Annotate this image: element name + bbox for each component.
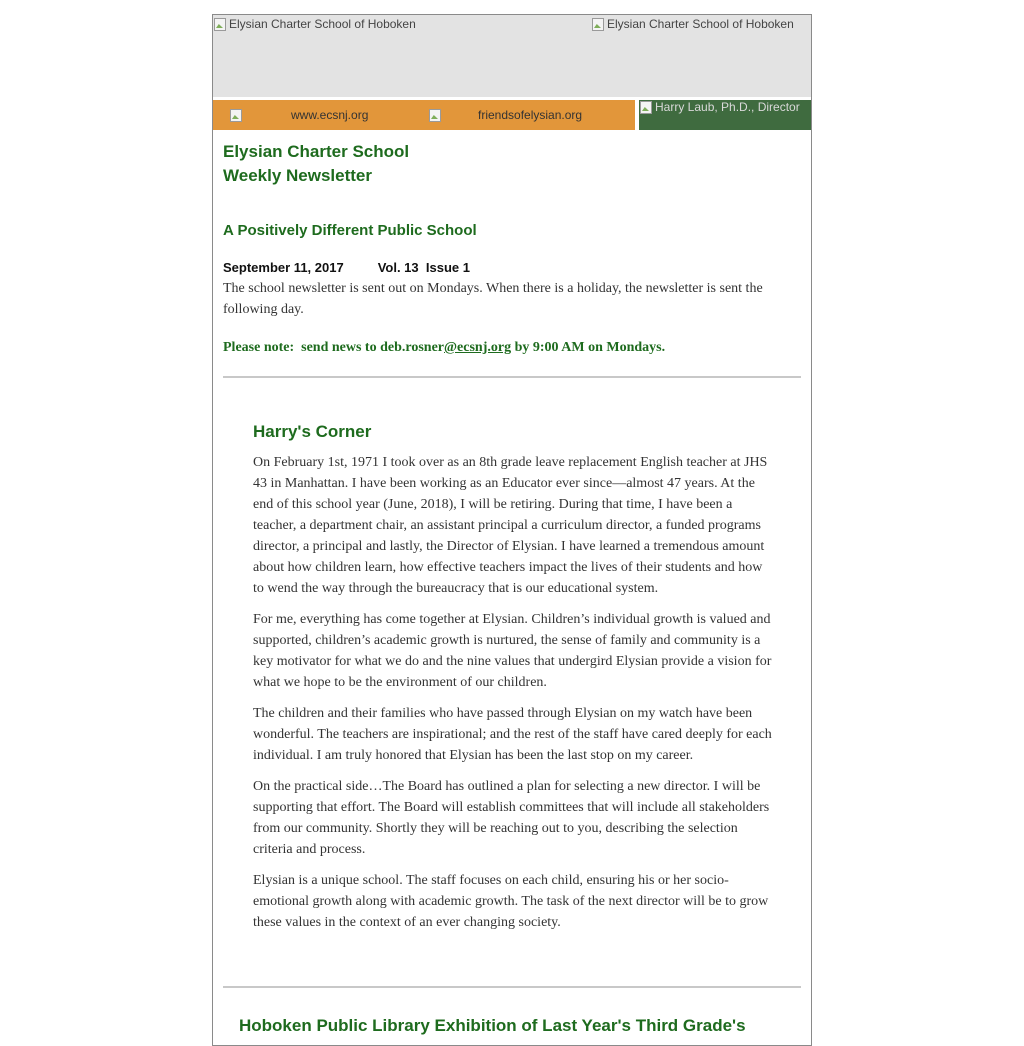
title-line-2: Weekly Newsletter bbox=[223, 166, 372, 185]
nav-link-friends[interactable] bbox=[428, 108, 582, 122]
broken-image-icon bbox=[591, 17, 605, 31]
newsletter-content bbox=[223, 130, 801, 1035]
tagline: A Positively Different Public School bbox=[223, 222, 477, 239]
issue-date: September 11, 2017 bbox=[223, 260, 344, 275]
school-logo-alt-text: Elysian Charter School of Hoboken bbox=[607, 17, 794, 31]
harrys-corner-paragraph: Elysian is a unique school. The staff focuses on each child, ensuring his or her socio-emotional growth along with academic growth. The task of the next director will be to grow these values in the context of an ever changing society. bbox=[253, 873, 769, 930]
nav-link-ecsnj[interactable] bbox=[229, 108, 368, 122]
director-photo bbox=[639, 100, 811, 130]
school-logo-alt-text: Elysian Charter School of Hoboken bbox=[229, 17, 416, 31]
email-link[interactable]: @ecsnj.org bbox=[444, 340, 512, 355]
section-divider bbox=[223, 376, 801, 378]
broken-image-icon bbox=[213, 17, 227, 31]
nav-bar bbox=[213, 100, 635, 130]
issue-dateline bbox=[223, 260, 470, 275]
exhibition-heading: Hoboken Public Library Exhibition of Last Year's Third Grade's bbox=[239, 1016, 746, 1035]
broken-image-icon bbox=[639, 100, 653, 114]
newsletter-page bbox=[212, 14, 812, 1046]
title-line-1: Elysian Charter School bbox=[223, 142, 410, 161]
director-image bbox=[639, 100, 800, 114]
broken-image-icon bbox=[229, 108, 243, 122]
header-banner bbox=[213, 15, 811, 97]
school-logo-image-left bbox=[213, 17, 416, 31]
intro-text: The school newsletter is sent out on Mondays. When there is a holiday, the newsletter is sent the following day. bbox=[223, 281, 763, 317]
harrys-corner-heading: Harry's Corner bbox=[253, 422, 372, 441]
harrys-corner-paragraph: The children and their families who have passed through Elysian on my watch have been wonderful. The teachers are inspirational; and the rest of the staff have cared deeply for each individual. I am truly honored that Elysian has been the last stop on my career. bbox=[253, 706, 772, 763]
director-alt-text: Harry Laub, Ph.D., Director bbox=[655, 100, 800, 114]
newsletter-title bbox=[223, 130, 801, 188]
note-suffix: by 9:00 AM on Mondays. bbox=[511, 340, 666, 355]
nav-link-ecsnj-label: www.ecsnj.org bbox=[291, 108, 369, 122]
harrys-corner-paragraph: For me, everything has come together at Elysian. Children’s individual growth is valued and supported, children’s academic growth is nurtured, the sense of family and community is a key motivator for what we do and the nine values that undergird Elysian provide a vision for what we hope to be the environment of our children. bbox=[253, 612, 772, 690]
note-prefix: Please note: send news to deb.rosner bbox=[223, 340, 445, 355]
submission-note bbox=[223, 340, 665, 356]
school-logo-image-right bbox=[591, 17, 794, 31]
broken-image-icon bbox=[428, 108, 442, 122]
harrys-corner-section bbox=[253, 422, 773, 943]
issue-volume: Vol. 13 Issue 1 bbox=[377, 260, 470, 275]
harrys-corner-paragraph: On February 1st, 1971 I took over as an 8th grade leave replacement English teacher at JHS 43 in Manhattan. I have been working as an Educator ever since—almost 47 years. At the end of this school year (June, 2018), I will be retiring. During that time, I have been a teacher, a department chair, an assistant principal a curriculum director, a funded programs director, a principal and lastly, the Director of Elysian. I have learned a tremendous amount about how children learn, how effective teachers impact the lives of their students and how to wend the way through the bureaucracy that is our educational system. bbox=[253, 455, 768, 596]
section-divider bbox=[223, 986, 801, 988]
harrys-corner-paragraph: On the practical side…The Board has outlined a plan for selecting a new director. I will be supporting that effort. The Board will establish committees that will include all stakeholders from our community. Shortly they will be reaching out to you, describing the selection criteria and process. bbox=[253, 779, 770, 857]
nav-link-friends-label: friendsofelysian.org bbox=[478, 108, 583, 122]
